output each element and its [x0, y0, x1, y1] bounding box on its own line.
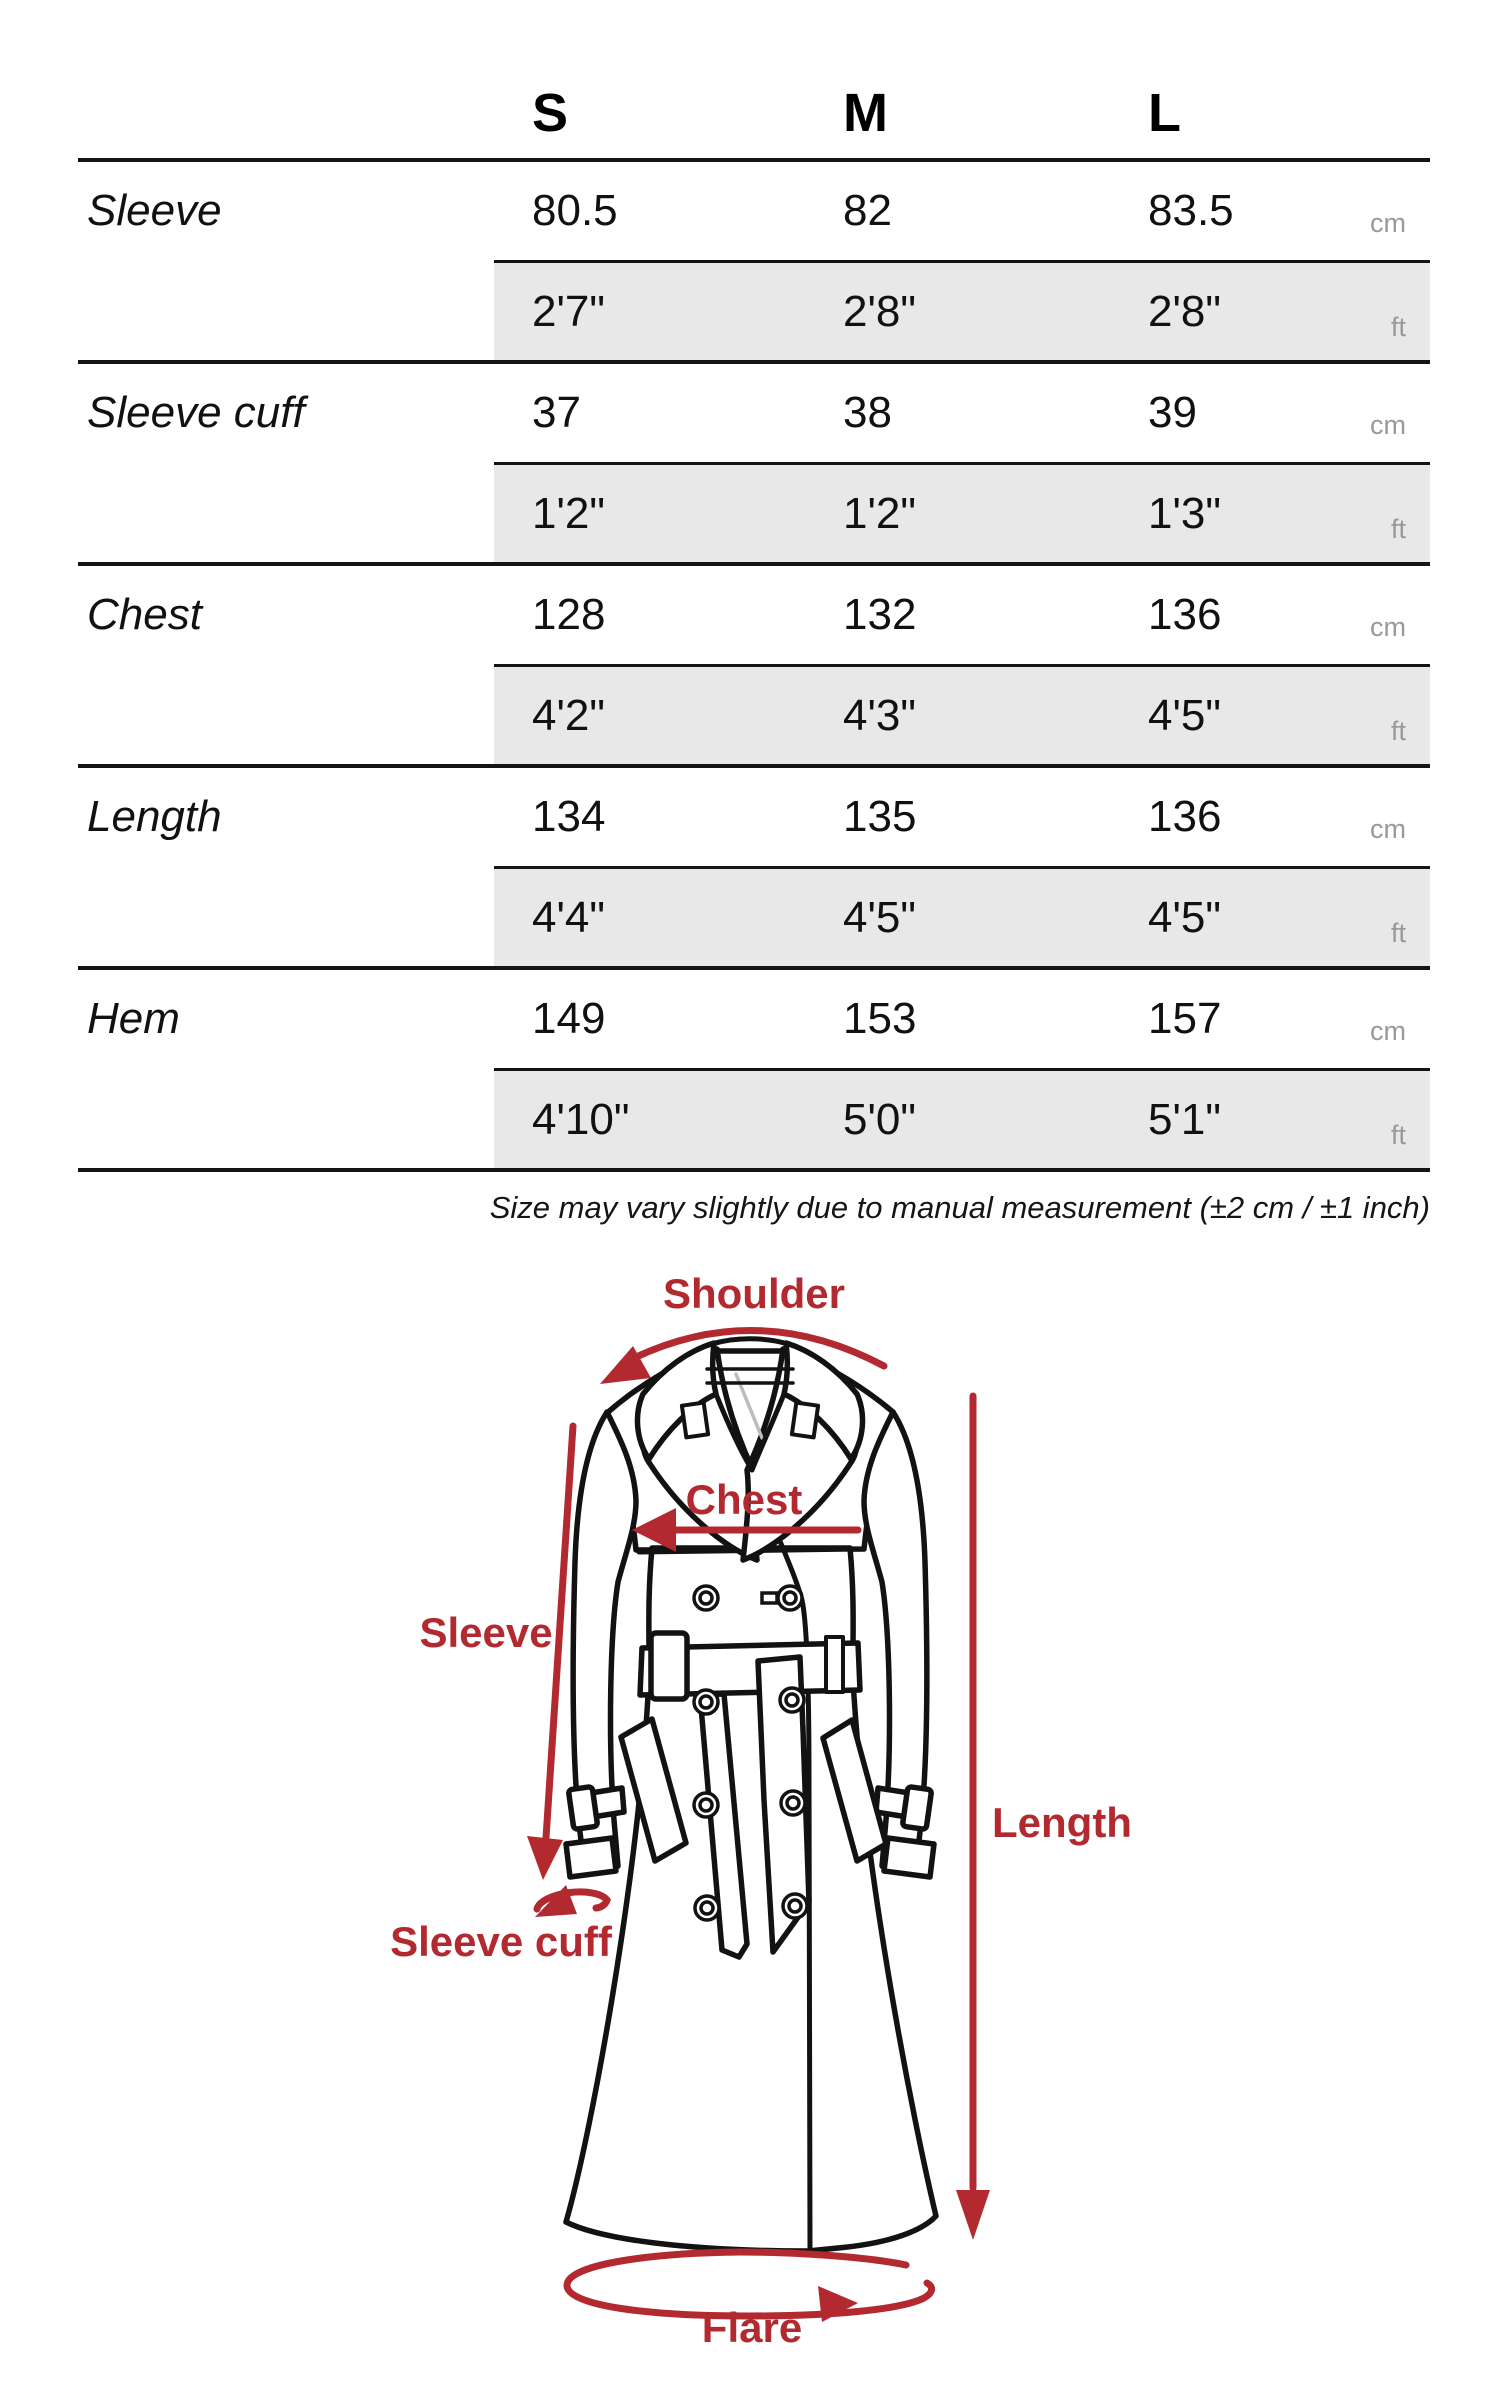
- length-label: Length: [992, 1799, 1132, 1846]
- cm-value-m: 132: [843, 590, 917, 639]
- measurement-note: Size may vary slightly due to manual measurement (±2 cm / ±1 inch): [489, 1190, 1430, 1225]
- cm-value-s: 80.5: [532, 186, 618, 235]
- unit-ft-label: ft: [1390, 514, 1406, 544]
- unit-cm-label: cm: [1370, 1016, 1406, 1046]
- cm-value-l: 157: [1148, 994, 1222, 1043]
- coat-left-cuff: [566, 1838, 616, 1877]
- ft-value-l: 5'1": [1148, 1095, 1221, 1144]
- row-label: Chest: [87, 590, 202, 639]
- ft-value-l: 4'5": [1148, 691, 1221, 740]
- ft-value-s: 2'7": [532, 287, 605, 336]
- coat-right-cuff-buckle: [902, 1787, 931, 1830]
- cm-value-m: 135: [843, 792, 917, 841]
- coat-right-collar-tab: [792, 1403, 818, 1438]
- chest-label: Chest: [685, 1476, 803, 1523]
- unit-cm-label: cm: [1370, 410, 1406, 440]
- unit-ft-label: ft: [1390, 918, 1406, 948]
- row-label: Sleeve: [87, 186, 222, 235]
- ft-value-l: 1'3": [1148, 489, 1221, 538]
- cm-value-l: 136: [1148, 792, 1222, 841]
- ft-value-l: 2'8": [1148, 287, 1221, 336]
- row-label: Hem: [87, 994, 180, 1043]
- cm-value-s: 37: [532, 388, 581, 437]
- unit-ft-label: ft: [1390, 312, 1406, 342]
- ft-value-m: 4'5": [843, 893, 916, 942]
- sleeve-arrowhead-icon: [527, 1836, 563, 1880]
- coat-belt-buckle: [651, 1633, 687, 1699]
- sleeve-cuff-label: Sleeve cuff: [390, 1918, 612, 1965]
- coat-collar-top: [712, 1339, 788, 1344]
- ft-value-s: 4'10": [532, 1095, 630, 1144]
- flare-label: Flare: [701, 2304, 803, 2351]
- shoulder-label: Shoulder: [662, 1270, 846, 1317]
- length-arrowhead-icon: [956, 2190, 990, 2240]
- unit-cm-label: cm: [1370, 814, 1406, 844]
- size-column-m: M: [843, 83, 888, 143]
- cm-value-m: 38: [843, 388, 892, 437]
- ft-value-m: 5'0": [843, 1095, 916, 1144]
- coat-left-cuff-buckle: [568, 1787, 597, 1830]
- unit-ft-label: ft: [1390, 716, 1406, 746]
- size-column-l: L: [1148, 83, 1181, 143]
- coat-left-collar-tab: [682, 1403, 708, 1438]
- sleeve-label: Sleeve: [419, 1609, 553, 1656]
- ft-value-s: 4'2": [532, 691, 605, 740]
- row-label: Sleeve cuff: [87, 388, 305, 437]
- cm-value-s: 134: [532, 792, 606, 841]
- ft-value-m: 4'3": [843, 691, 916, 740]
- cm-value-l: 39: [1148, 388, 1197, 437]
- coat-belt-keeper: [826, 1637, 843, 1692]
- unit-ft-label: ft: [1390, 1120, 1406, 1150]
- unit-cm-label: cm: [1370, 208, 1406, 238]
- ft-value-m: 1'2": [843, 489, 916, 538]
- ft-value-m: 2'8": [843, 287, 916, 336]
- cm-value-m: 153: [843, 994, 917, 1043]
- cm-value-l: 83.5: [1148, 186, 1234, 235]
- cm-value-s: 149: [532, 994, 606, 1043]
- ft-value-s: 1'2": [532, 489, 605, 538]
- ft-value-s: 4'4": [532, 893, 605, 942]
- cm-value-m: 82: [843, 186, 892, 235]
- coat-right-cuff: [884, 1838, 934, 1877]
- ft-value-l: 4'5": [1148, 893, 1221, 942]
- unit-cm-label: cm: [1370, 612, 1406, 642]
- cm-value-s: 128: [532, 590, 606, 639]
- row-label: Length: [87, 792, 222, 841]
- size-column-s: S: [532, 83, 569, 143]
- cm-value-l: 136: [1148, 590, 1222, 639]
